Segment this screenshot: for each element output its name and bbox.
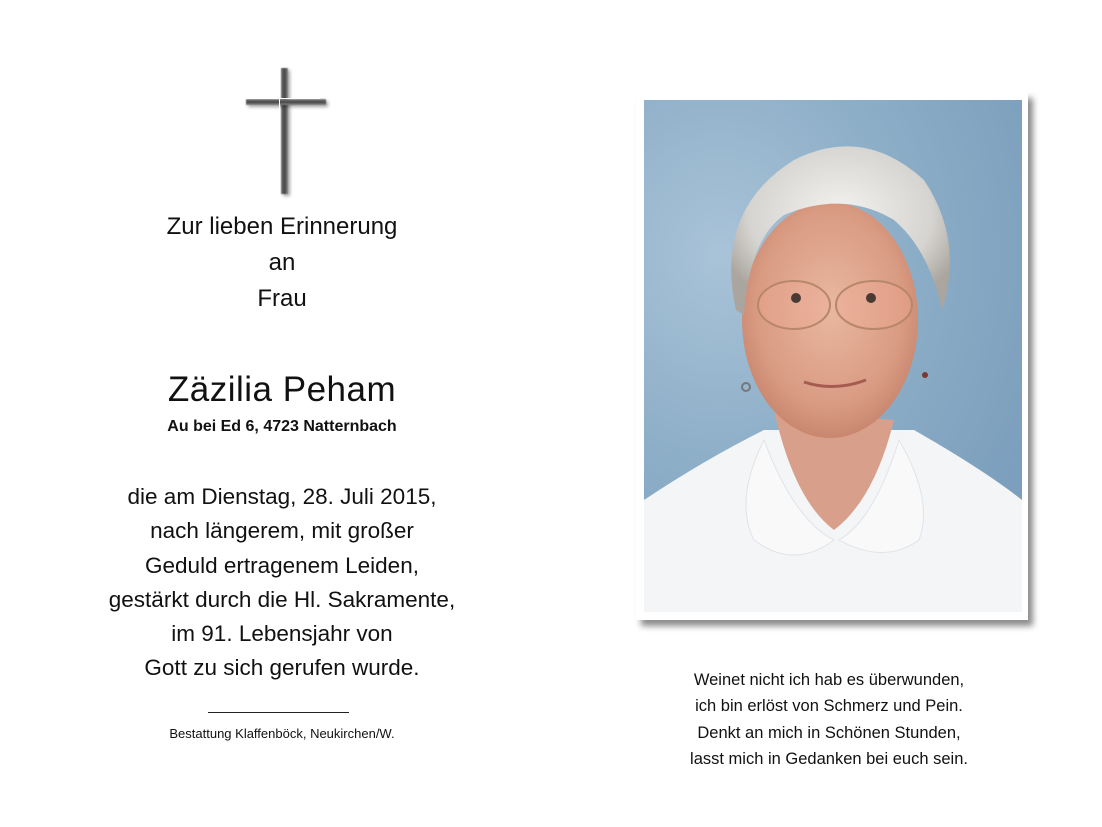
obituary-line: nach längerem, mit großer xyxy=(150,518,414,544)
obituary-text xyxy=(82,480,482,686)
obituary-line: Geduld ertragenem Leiden, xyxy=(145,552,419,578)
intro-line: an xyxy=(268,249,296,276)
divider-line xyxy=(208,712,349,713)
obituary-line: gestärkt durch die Hl. Sakramente, xyxy=(108,586,456,612)
portrait-illustration xyxy=(644,100,1022,612)
intro-line: Zur lieben Erinnerung xyxy=(166,213,398,240)
deceased-address: Au bei Ed 6, 4723 Natternbach xyxy=(167,418,397,435)
deceased-name: Zäzilia Peham xyxy=(167,370,397,409)
obituary-line: Gott zu sich gerufen wurde. xyxy=(144,655,420,681)
poem-line: Denkt an mich in Schönen Stunden, xyxy=(697,723,961,742)
intro-text xyxy=(82,209,482,317)
undertaker-credit: Bestattung Klaffenböck, Neukirchen/W. xyxy=(169,726,395,741)
poem-line: lasst mich in Gedanken bei euch sein. xyxy=(690,749,968,768)
poem-line: ich bin erlöst von Schmerz und Pein. xyxy=(695,697,963,716)
intro-line: Frau xyxy=(257,285,307,312)
memorial-poem xyxy=(640,667,1018,772)
portrait-photo xyxy=(644,100,1022,612)
obituary-line: die am Dienstag, 28. Juli 2015, xyxy=(127,484,437,509)
obituary-line: im 91. Lebensjahr von xyxy=(171,621,393,647)
photo-frame xyxy=(636,92,1028,620)
cross-icon xyxy=(244,68,326,196)
poem-line: Weinet nicht ich hab es überwunden, xyxy=(693,671,965,689)
